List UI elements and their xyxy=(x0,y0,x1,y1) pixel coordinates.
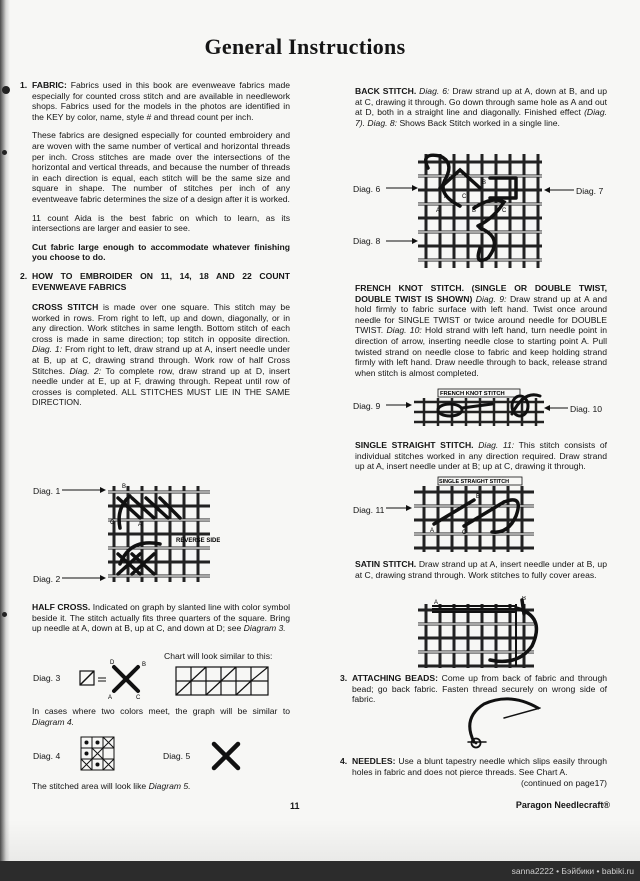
diag-2-label: Diag. 2 xyxy=(33,574,61,584)
diagram-reference: Diagram 5. xyxy=(148,781,191,791)
diagram-reference: Diag. 6: xyxy=(419,86,450,96)
diagram-reference: Diag. 9: xyxy=(475,293,507,304)
diagram-reference: Diag. 11: xyxy=(478,440,515,450)
diagram-reference: Diag. 8: xyxy=(367,117,398,128)
half-cross-paragraph xyxy=(32,602,290,642)
satin-stitch-diagram xyxy=(412,596,548,668)
scan-shadow-edge xyxy=(0,0,10,881)
paragraph-text: Shows Back Stitch worked in a single line. xyxy=(399,117,560,128)
section-heading: FABRIC: xyxy=(32,80,67,90)
diagram-reference: Diagram 3. xyxy=(243,623,286,634)
stitch-heading: BACK STITCH. xyxy=(355,86,417,96)
paragraph-text: Indicated on graph by slanted line with color symbol beside it. The stitch actually fits three quarters of the square. Bring up needle at A, down at B, up at C, and down at D; see xyxy=(32,602,291,634)
svg-text:D: D xyxy=(110,660,115,666)
svg-text:B: B xyxy=(476,494,481,500)
svg-text:A: A xyxy=(138,522,143,528)
svg-text:A: A xyxy=(434,600,439,606)
half-cross-diagram xyxy=(76,655,276,705)
fabric-paragraph-3: 11 count Aida is the best fabric on which to learn, as its intersections are larger and easier to see. xyxy=(32,212,290,234)
paragraph-text: is made over one square. This stitch may be worked in rows. From right to left, up and down, diagonally, or in any direction. Work stitches in same length. Bottom stitch of each cross is made in same direction; top stitch in opposite direction. xyxy=(32,302,290,344)
diag-6-label: Diag. 6 xyxy=(353,184,381,194)
single-straight-diagram xyxy=(384,474,554,554)
diag-7-label: Diag. 7 xyxy=(576,186,604,196)
french-knot-paragraph xyxy=(355,283,607,386)
svg-text:A: A xyxy=(444,194,449,200)
paragraph-text: Use a blunt tapestry needle which slips easily through holes in fabric and does not pierce threads. See Chart A. xyxy=(352,756,607,777)
stitch-heading: FRENCH KNOT STITCH. (SINGLE OR DOUBLE TWIST, DOUBLE TWIST IS SHOWN) xyxy=(355,283,607,304)
how-to-section xyxy=(20,271,290,292)
paragraph-text: Hold strand with left hand, turn needle point in direction of arrow, inserting needle close to starting point A. Pull twisted strand on needle close to fabric and keep holding strand firmly with left hand. Draw needle through to back, release strand when stitch is almost completed. xyxy=(355,325,607,378)
diagram-5-cross xyxy=(208,738,244,774)
paragraph-text: From right to left, draw strand up at A, insert needle under at B, up at C, drawing strand through. Work row of half Cross Stitches. xyxy=(32,344,291,376)
section-heading: HOW TO EMBROIDER ON 11, 14, 18 AND 22 COUNT EVENWEAVE FABRICS xyxy=(32,270,290,292)
diag-11-label: Diag. 11 xyxy=(353,505,385,515)
diag-3-label: Diag. 3 xyxy=(33,673,61,683)
paragraph-text: In cases where two colors meet, the graph will be similar to xyxy=(32,706,290,716)
diagram-reference: Diag. 2: xyxy=(69,365,102,376)
stitch-heading: HALF CROSS. xyxy=(32,602,91,612)
section-number: 3. xyxy=(340,673,348,683)
svg-text:C: C xyxy=(110,520,115,526)
stitch-heading: CROSS STITCH xyxy=(32,302,99,313)
diagram-reference: Diag. 1: xyxy=(32,344,63,355)
paragraph-text: The stitched area will look like xyxy=(32,781,147,791)
watermark-bar xyxy=(0,861,640,881)
section-heading: ATTACHING BEADS: xyxy=(352,673,438,683)
binder-hole-mark xyxy=(2,612,7,617)
svg-text:B: B xyxy=(482,180,487,186)
section-number: 2. xyxy=(20,270,28,281)
stitched-area-paragraph xyxy=(32,781,290,800)
back-stitch-diagram xyxy=(384,148,576,276)
continued-note: (continued on page17) xyxy=(520,778,607,789)
svg-text:B: B xyxy=(122,484,127,490)
satin-stitch-paragraph xyxy=(355,559,607,588)
section-number: 1. xyxy=(20,80,28,90)
page-number: 11 xyxy=(290,801,300,811)
paragraph-text: This stitch consists of individual stitches worked in any direction required. Draw strand up at A, insert needle under at B; up at C, drawing it through. xyxy=(355,440,608,472)
cross-stitch-diagram xyxy=(60,478,220,588)
paragraph-text: Fabrics used in this book are evenweave fabrics made especially for counted cross stitch and are available in needlework shops. Fabrics used for the models in the photos are identified in the KEY by color, name, style # and thread count per inch. xyxy=(32,80,291,122)
svg-text:B: B xyxy=(522,596,527,602)
diag-5-label: Diag. 5 xyxy=(163,751,191,761)
diag-1-label: Diag. 1 xyxy=(33,486,61,496)
svg-text:A: A xyxy=(108,695,113,701)
diag-9-label: Diag. 9 xyxy=(353,401,381,411)
svg-text:C: C xyxy=(136,695,141,701)
page-title: General Instructions xyxy=(204,34,406,59)
single-straight-label: SINGLE STRAIGHT STITCH xyxy=(439,479,510,485)
watermark-text: sanna2222 • Бэйбики • babiki.ru xyxy=(511,866,634,876)
fabric-section xyxy=(20,80,290,122)
section-number: 4. xyxy=(340,756,348,766)
svg-text:C: C xyxy=(502,208,507,214)
needles-paragraph xyxy=(340,756,607,797)
stitch-heading: SINGLE STRAIGHT STITCH. xyxy=(355,440,474,450)
diagram-reference: Diag. 10: xyxy=(386,325,422,336)
paragraph-text: Come up from back of fabric and through bead; go back fabric. Fasten thread securely on wrong side of fabric. xyxy=(352,673,608,705)
french-knot-diagram xyxy=(384,384,570,428)
svg-text:A: A xyxy=(430,528,435,534)
diagram-reference: Diagram 4. xyxy=(32,716,75,727)
svg-text:C: C xyxy=(462,194,467,200)
svg-text:A: A xyxy=(436,208,441,214)
two-colors-paragraph xyxy=(32,706,290,735)
scan-bottom-band xyxy=(0,820,640,861)
left-column xyxy=(20,80,290,416)
diag-8-label: Diag. 8 xyxy=(353,236,381,246)
fabric-paragraph-4: Cut fabric large enough to accommodate whatever finishing you choose to do. xyxy=(32,241,290,263)
stitch-heading: SATIN STITCH. xyxy=(355,559,417,569)
svg-text:B: B xyxy=(472,208,477,214)
reverse-side-label: REVERSE SIDE xyxy=(176,538,220,544)
paragraph-text: To complete row, draw strand up at D, insert needle under at E, up at F, drawing through. Repeat until row of crosses is completed. ALL STITCHES MUST LIE IN THE SAME DIRECTION. xyxy=(32,365,291,408)
binder-hole-mark xyxy=(2,86,10,94)
diag-10-label: Diag. 10 xyxy=(570,404,603,414)
section-heading: NEEDLES: xyxy=(352,756,396,766)
cross-stitch-paragraph xyxy=(20,302,290,408)
chart-look-text: Chart will look similar to this: xyxy=(164,651,273,661)
french-knot-label: FRENCH KNOT STITCH xyxy=(440,391,505,397)
diag-4-label: Diag. 4 xyxy=(33,751,61,761)
binder-hole-mark xyxy=(2,150,7,155)
svg-text:B: B xyxy=(142,662,147,668)
back-stitch-paragraph xyxy=(355,86,607,136)
paragraph-text: Draw strand up at A, insert needle under at B, up at C, drawing strand through. Work stitches to fully cover areas. xyxy=(355,559,607,580)
diagram-4-grid xyxy=(80,736,116,772)
paragraph-text: Draw strand up at A and hold firmly to fabric surface with left hand. Twist once around needle for SINGLE TWIST or twice around needle for DOUBLE TWIST. xyxy=(355,293,608,336)
brand-name: Paragon Needlecraft® xyxy=(515,800,610,810)
svg-text:C: C xyxy=(462,530,467,536)
paragraph-text: Draw strand up at A, down at B, and up at C, drawing it through. Go down through same hole as A and out at D, both in a straight line and diagonally. Finished effect xyxy=(355,86,607,118)
fabric-paragraph-2: These fabrics are designed especially for counted embroidery and are woven with the same number of vertical and horizontal threads per inch. Cross stitches are made over the intersections of the horizontal and vertical threads, and because the number of threads in each direction is equal, each stitch will be the same size and square in shape. The number of stitches per inch of any eventweave fabric determines the size of a design after it is worked. xyxy=(32,130,290,204)
bead-needle-diagram xyxy=(460,694,546,754)
diagram-reference: (Diag. 7). xyxy=(355,107,607,128)
